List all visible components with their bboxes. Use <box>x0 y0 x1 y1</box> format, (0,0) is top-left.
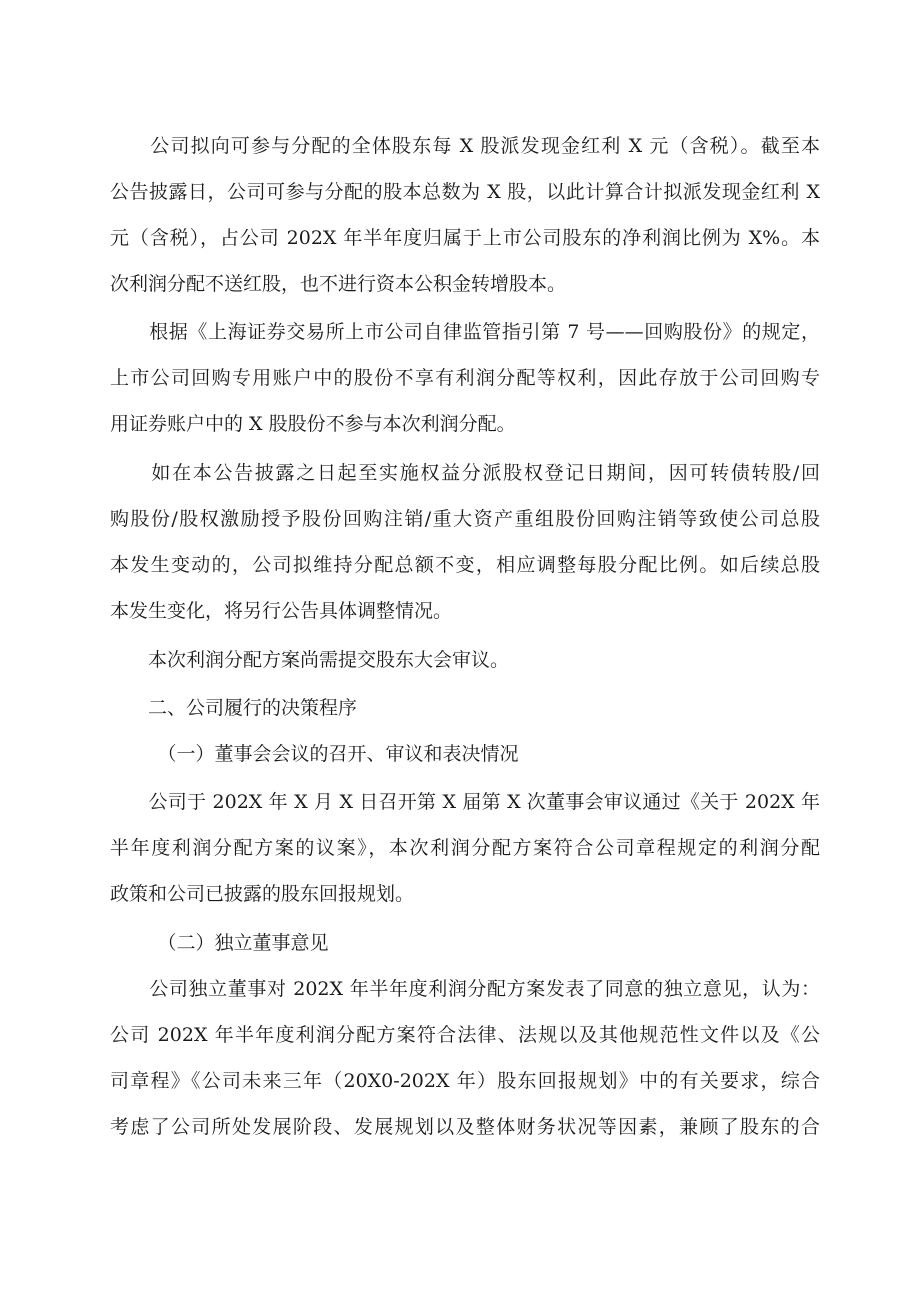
text-line: 公司拟向可参与分配的全体股东每 X 股派发现金红利 X 元（含税）。截至本 <box>110 135 820 157</box>
text-line: 政策和公司已披露的股东回报规划。 <box>110 883 415 905</box>
subsection-heading: （一）董事会会议的召开、审议和表决情况 <box>110 743 519 765</box>
text-line: 根据《上海证券交易所上市公司自律监管指引第 7 号——回购股份》的规定， <box>110 321 820 343</box>
section-heading: 二、公司履行的决策程序 <box>110 697 358 719</box>
text-line: 公司于 202X 年 X 月 X 日召开第 X 届第 X 次董事会审议通过《关于 202X 年 <box>110 791 820 813</box>
text-line: 上市公司回购专用账户中的股份不享有利润分配等权利，因此存放于公司回购专 <box>110 367 820 389</box>
text-line: 本发生变动的，公司拟维持分配总额不变，相应调整每股分配比例。如后续总股 <box>110 554 820 576</box>
text-line: 购股份/股权激励授予股份回购注销/重大资产重组股份回购注销等致使公司总股 <box>110 508 820 530</box>
text-line: 公司独立董事对 202X 年半年度利润分配方案发表了同意的独立意见，认为： <box>110 978 820 1000</box>
text-line: 元（含税），占公司 202X 年半年度归属于上市公司股东的净利润比例为 X%。本 <box>110 227 820 249</box>
text-line: 半年度利润分配方案的议案》，本次利润分配方案符合公司章程规定的利润分配 <box>110 837 820 859</box>
text-line: 本次利润分配方案尚需提交股东大会审议。 <box>110 649 510 671</box>
text-line: 用证券账户中的 X 股股份不参与本次利润分配。 <box>110 413 516 435</box>
text-line: 本发生变化，将另行公告具体调整情况。 <box>110 600 453 622</box>
text-line: 公告披露日，公司可参与分配的股本总数为 X 股，以此计算合计拟派发现金红利 X <box>110 181 820 203</box>
text-line: 公司 202X 年半年度利润分配方案符合法律、法规以及其他规范性文件以及《公 <box>110 1024 820 1046</box>
text-line: 如在本公告披露之日起至实施权益分派股权登记日期间，因可转债转股/回 <box>110 462 820 484</box>
text-line: 次利润分配不送红股，也不进行资本公积金转增股本。 <box>110 273 567 295</box>
text-line: 司章程》《公司未来三年（20X0-202X 年）股东回报规划》中的有关要求，综合 <box>110 1070 820 1092</box>
text-line: 考虑了公司所处发展阶段、发展规划以及整体财务状况等因素，兼顾了股东的合 <box>110 1116 820 1138</box>
subsection-heading: （二）独立董事意见 <box>110 932 329 954</box>
